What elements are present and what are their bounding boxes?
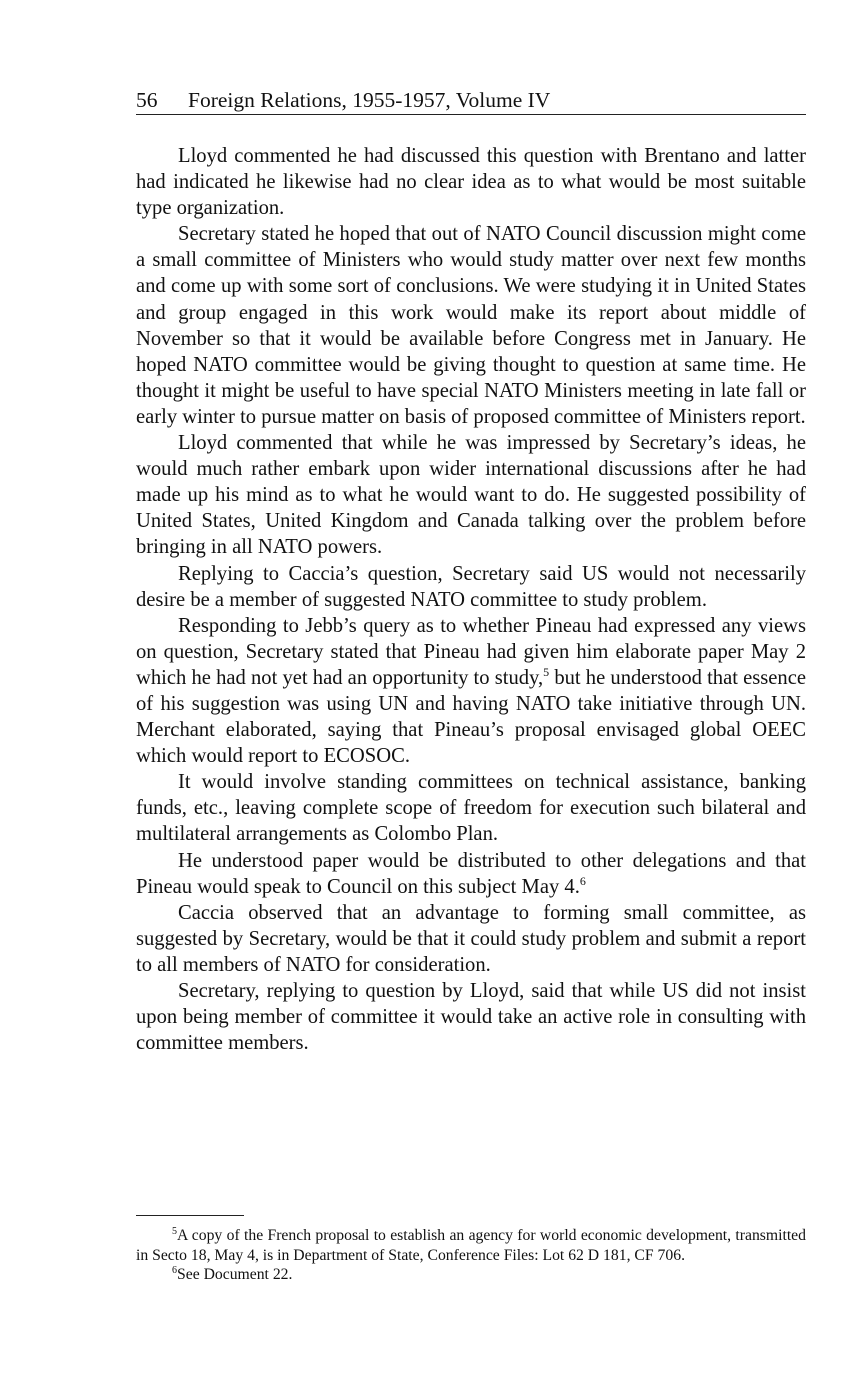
paragraph: Lloyd commented he had discussed this question with Brentano and latter had indicated he likewise had no clear idea as to what would be most suitable type organization. — [136, 145, 806, 220]
paragraph: Secretary stated he hoped that out of NATO Council discussion might come a small committee of Ministers who would study matter over next few months and come up with some sort of conclusions. We were studying it in United States and group engaged in this work would make its report about middle of November so that it would be available before Congress met in January. He hoped NATO committee would be giving thought to question at same time. He thought it might be useful to have special NATO Ministers meeting in late fall or early winter to pursue matter on basis of proposed committee of Ministers report. — [136, 223, 806, 428]
paragraph: Lloyd commented that while he was impressed by Secretary’s ideas, he would much rather embark upon wider international discussions after he had made up his mind as to what he would want to do. He suggested possibility of United States, United Kingdom and Canada talking over the problem before bringing in all NATO powers. — [136, 432, 806, 559]
footnote-marker: 6 — [172, 1265, 177, 1277]
footnote-text: See Document 22. — [177, 1266, 293, 1284]
page-number: 56 — [136, 88, 158, 112]
footnote-marker: 5 — [172, 1226, 177, 1237]
footnote-ref-6[interactable]: 6 — [579, 873, 586, 888]
paragraph: Replying to Caccia’s question, Secretary said US would not necessarily desire be a member of suggested NATO committee to study problem. — [136, 562, 806, 611]
footnote-text: A copy of the French proposal to establish an agency for world economic development, transmitted in Secto 18, May 4, is in Department of State, Conference Files: Lot 62 D 181, CF 706. — [136, 1227, 806, 1264]
paragraph — [136, 848, 806, 900]
paragraph: Caccia observed that an advantage to forming small committee, as suggested by Secretary, would be that it could study problem and submit a report to all members of NATO for consideration. — [136, 901, 806, 976]
volume-title: Foreign Relations, 1955-1957, Volume IV — [188, 88, 551, 112]
paragraph-text: but he understood that essence of his suggestion was using UN and having NATO take initiative through UN. Merchant elaborated, saying that Pineau’s proposal envisaged global OEEC which would report to ECOSOC. — [136, 666, 806, 768]
paragraph-text: Responding to Jebb’s query as to whether Pineau had expressed any views on question, Secretary stated that Pineau had given him elaborate paper May 2 which he had not yet had an opportunity to study, — [136, 614, 806, 689]
footnotes — [136, 1226, 806, 1285]
footnote-6 — [136, 1265, 806, 1285]
paragraph: Secretary, replying to question by Lloyd, said that while US did not insist upon being member of committee it would take an active role in consulting with committee members. — [136, 980, 806, 1055]
running-header — [136, 88, 806, 115]
footnote-5 — [136, 1226, 806, 1265]
footnote-divider — [136, 1215, 244, 1216]
paragraph-text: He understood paper would be distributed to other delegations and that Pineau would speak to Council on this subject May 4. — [136, 849, 806, 898]
footnote-ref-5[interactable]: 5 — [543, 664, 550, 679]
document-body — [136, 143, 806, 1056]
paragraph — [136, 613, 806, 770]
paragraph: It would involve standing committees on technical assistance, banking funds, etc., leaving complete scope of freedom for execution such bilateral and multilateral arrangements as Colombo Plan. — [136, 771, 806, 846]
